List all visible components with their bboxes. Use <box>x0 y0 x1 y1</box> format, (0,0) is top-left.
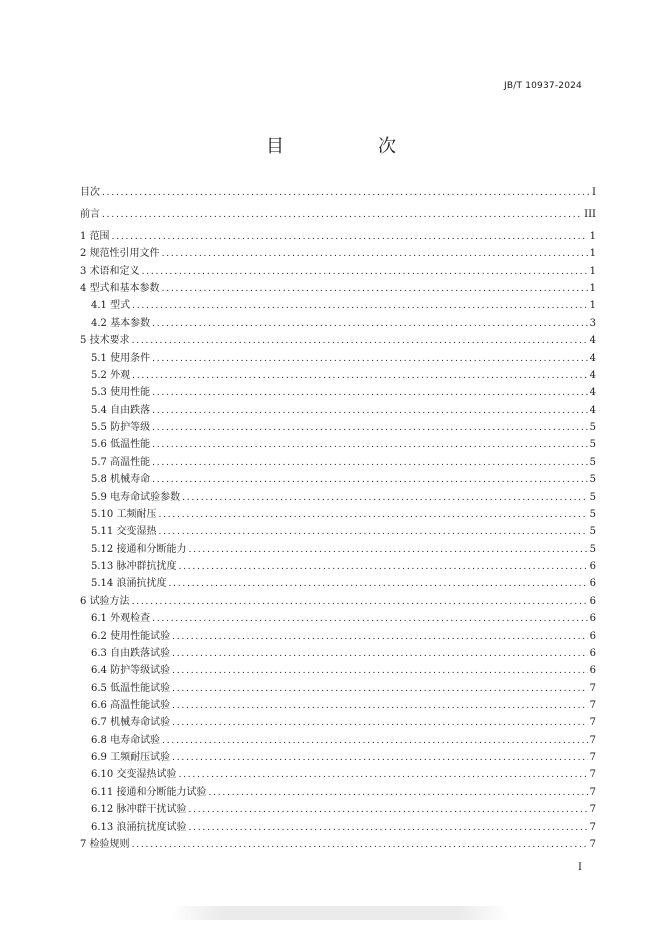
toc-dot-leader <box>162 733 588 749</box>
toc-entry[interactable] <box>91 524 596 540</box>
toc-entry-number: 6.9 <box>91 752 107 763</box>
toc-entry[interactable] <box>91 820 596 836</box>
toc-entry-number: 4.1 <box>91 300 107 311</box>
toc-dot-leader <box>162 281 588 297</box>
toc-entry-label: 低温性能 <box>110 439 151 450</box>
toc-dot-leader <box>142 264 588 280</box>
toc-entry-page: 6 <box>589 665 596 676</box>
toc-entry[interactable] <box>91 681 596 697</box>
toc-dot-leader <box>188 542 587 558</box>
toc-entry-page: III <box>584 209 596 220</box>
toc-entry-page: 5 <box>589 474 596 485</box>
toc-dot-leader <box>132 594 588 610</box>
toc-entry-label: 范围 <box>89 231 110 242</box>
toc-entry-number: 6.6 <box>91 700 107 711</box>
toc-entry[interactable] <box>80 333 596 349</box>
toc-dot-leader <box>158 524 587 540</box>
toc-entry[interactable] <box>80 246 596 262</box>
toc-entry-number: 5.11 <box>91 526 114 537</box>
toc-entry-number: 6.2 <box>91 631 107 642</box>
toc-entry[interactable] <box>91 455 596 471</box>
toc-entry-page: I <box>592 187 596 198</box>
toc-entry-label: 外观检查 <box>110 613 151 624</box>
toc-entry[interactable] <box>91 698 596 714</box>
toc-entry[interactable] <box>80 229 596 245</box>
toc-entry-number: 6.8 <box>91 735 107 746</box>
toc-entry-page: 7 <box>589 683 596 694</box>
toc-entry-label: 脉冲群干扰试验 <box>116 804 187 815</box>
toc-entry-page: 4 <box>589 335 596 346</box>
toc-entry[interactable] <box>91 559 596 575</box>
toc-entry-number: 6.12 <box>91 804 114 815</box>
toc-entry[interactable] <box>91 629 596 645</box>
toc-entry-label: 使用条件 <box>110 353 151 364</box>
toc-entry[interactable] <box>91 490 596 506</box>
toc-entry[interactable] <box>91 785 596 801</box>
toc-entry-label: 术语和定义 <box>89 266 140 277</box>
toc-entry-page: 5 <box>589 492 596 503</box>
toc-entry-page: 4 <box>589 405 596 416</box>
toc-entry[interactable] <box>91 403 596 419</box>
toc-entry-label: 脉冲群抗扰度 <box>116 561 177 572</box>
toc-entry-number: 5.2 <box>91 370 107 381</box>
toc-entry[interactable] <box>80 185 596 201</box>
page-title: 目 次 <box>266 136 434 157</box>
toc-entry-number: 5 <box>80 335 87 346</box>
toc-entry-label: 浪涌抗扰度 <box>116 578 167 589</box>
toc-entry-number: 5.13 <box>91 561 114 572</box>
toc-entry[interactable] <box>91 646 596 662</box>
toc-entry[interactable] <box>91 802 596 818</box>
toc-dot-leader <box>152 437 588 453</box>
toc-dot-leader <box>132 837 588 853</box>
toc-entry-number: 5.3 <box>91 387 107 398</box>
toc-dot-leader <box>152 403 588 419</box>
toc-dot-leader <box>172 750 588 766</box>
footer-page-number: I <box>578 862 582 873</box>
toc-entry-number: 5.10 <box>91 509 114 520</box>
toc-entry-number: 6.13 <box>91 822 114 833</box>
toc-entry-page: 7 <box>589 717 596 728</box>
toc-entry-label: 低温性能试验 <box>110 683 171 694</box>
toc-entry-page: 1 <box>589 300 596 311</box>
toc-dot-leader <box>152 455 588 471</box>
toc-entry-page: 5 <box>589 509 596 520</box>
toc-dot-leader <box>152 472 588 488</box>
toc-entry-page: 5 <box>589 439 596 450</box>
toc-dot-leader <box>158 507 587 523</box>
toc-dot-leader <box>112 229 588 245</box>
toc-dot-leader <box>152 420 588 436</box>
toc-entry-page: 7 <box>589 804 596 815</box>
toc-entry[interactable] <box>91 767 596 783</box>
toc-entry[interactable] <box>80 837 596 853</box>
toc-entry-label: 外观 <box>110 370 131 381</box>
toc-entry-page: 7 <box>589 769 596 780</box>
toc-entry-number: 1 <box>80 231 87 242</box>
toc-entry-label: 规范性引用文件 <box>89 248 160 259</box>
toc-dot-leader <box>152 611 588 627</box>
toc-dot-leader <box>172 663 588 679</box>
toc-entry[interactable] <box>91 611 596 627</box>
toc-entry-label: 浪涌抗扰度试验 <box>116 822 187 833</box>
toc-entry-page: 6 <box>589 631 596 642</box>
toc-entry-page: 1 <box>589 248 596 259</box>
toc-entry-page: 1 <box>589 231 596 242</box>
toc-entry-label: 电寿命试验 <box>110 735 161 746</box>
toc-entry[interactable] <box>91 472 596 488</box>
toc-dot-leader <box>152 316 588 332</box>
toc-entry-number: 6.3 <box>91 648 107 659</box>
toc-entry-number: 5.7 <box>91 457 107 468</box>
toc-entry-number: 7 <box>80 839 87 850</box>
toc-entry-label: 技术要求 <box>89 335 130 346</box>
toc-entry-label: 高温性能试验 <box>110 700 171 711</box>
toc-entry-page: 5 <box>589 422 596 433</box>
toc-entry-label: 电寿命试验参数 <box>110 492 181 503</box>
toc-entry-page: 5 <box>589 544 596 555</box>
toc-entry-number: 6.7 <box>91 717 107 728</box>
toc-entry[interactable] <box>91 663 596 679</box>
toc-entry-number: 6.5 <box>91 683 107 694</box>
toc-dot-leader <box>172 698 588 714</box>
toc-entry[interactable] <box>91 316 596 332</box>
toc-entry[interactable] <box>91 715 596 731</box>
toc-entry-number: 5.12 <box>91 544 114 555</box>
toc-entry[interactable] <box>91 733 596 749</box>
toc-entry-label: 基本参数 <box>110 318 151 329</box>
toc-entry-label: 使用性能 <box>110 387 151 398</box>
toc-dot-leader <box>152 351 588 367</box>
toc-entry-page: 7 <box>589 752 596 763</box>
toc-entry-label: 使用性能试验 <box>110 631 171 642</box>
toc-entry[interactable] <box>91 298 596 314</box>
toc-entry-page: 5 <box>589 526 596 537</box>
toc-dot-leader <box>172 629 588 645</box>
toc-entry-number: 6.10 <box>91 769 114 780</box>
toc-entry-label: 型式和基本参数 <box>89 283 160 294</box>
toc-entry-label: 防护等级 <box>110 422 151 433</box>
toc-dot-leader <box>102 207 582 223</box>
toc-dot-leader <box>178 559 587 575</box>
toc-entry-label: 前言 <box>80 209 100 220</box>
toc-entry-number: 6 <box>80 596 87 607</box>
toc-dot-leader <box>208 785 587 801</box>
toc-dot-leader <box>182 490 588 506</box>
toc-entry-page: 6 <box>589 578 596 589</box>
toc-dot-leader <box>152 385 588 401</box>
toc-entry-number: 5.8 <box>91 474 107 485</box>
toc-entry[interactable] <box>91 420 596 436</box>
toc-dot-leader <box>132 298 588 314</box>
toc-entry[interactable] <box>91 507 596 523</box>
toc-entry-page: 1 <box>589 266 596 277</box>
toc-entry-label: 接通和分断能力 <box>116 544 187 555</box>
toc-entry[interactable] <box>80 594 596 610</box>
toc-entry[interactable] <box>91 542 596 558</box>
toc-entry-label: 试验方法 <box>89 596 130 607</box>
toc-entry-number: 6.1 <box>91 613 107 624</box>
toc-entry[interactable] <box>80 281 596 297</box>
toc-entry-page: 7 <box>589 839 596 850</box>
toc-entry-number: 5.14 <box>91 578 114 589</box>
toc-entry-page: 7 <box>589 700 596 711</box>
toc-entry-page: 6 <box>589 596 596 607</box>
toc-entry[interactable] <box>91 750 596 766</box>
toc-entry-page: 4 <box>589 370 596 381</box>
toc-entry[interactable] <box>91 576 596 592</box>
toc-entry-page: 6 <box>589 648 596 659</box>
toc-entry-label: 工频耐压 <box>116 509 157 520</box>
toc-entry-page: 5 <box>589 457 596 468</box>
toc-dot-leader <box>172 646 588 662</box>
toc-entry-label: 工频耐压试验 <box>110 752 171 763</box>
watermark-band <box>170 906 510 920</box>
toc-entry-page: 4 <box>589 387 596 398</box>
toc-dot-leader <box>162 246 588 262</box>
toc-dot-leader <box>188 802 587 818</box>
toc-entry[interactable] <box>80 264 596 280</box>
toc-entry[interactable] <box>91 368 596 384</box>
toc-entry-label: 交变湿热 <box>116 526 157 537</box>
toc-entry-page: 4 <box>589 353 596 364</box>
toc-entry[interactable] <box>80 207 596 223</box>
toc-dot-leader <box>172 681 588 697</box>
toc-dot-leader <box>172 715 588 731</box>
toc-entry-page: 1 <box>589 283 596 294</box>
standard-code: JB/T 10937-2024 <box>503 81 582 91</box>
toc-entry-number: 3 <box>80 266 87 277</box>
toc-dot-leader <box>132 333 588 349</box>
toc-entry-label: 防护等级试验 <box>110 665 171 676</box>
toc-entry-number: 5.4 <box>91 405 107 416</box>
toc-entry-label: 高温性能 <box>110 457 151 468</box>
toc-entry[interactable] <box>91 351 596 367</box>
toc-entry-page: 3 <box>589 318 596 329</box>
toc-entry-number: 2 <box>80 248 87 259</box>
toc-dot-leader <box>102 185 590 201</box>
toc-entry-page: 7 <box>589 822 596 833</box>
toc-entry-page: 7 <box>589 787 596 798</box>
toc-entry-label: 型式 <box>110 300 131 311</box>
toc-dot-leader <box>188 820 587 836</box>
toc-entry-label: 接通和分断能力试验 <box>116 787 207 798</box>
toc-entry-label: 交变湿热试验 <box>116 769 177 780</box>
toc-entry-label: 自由跌落 <box>110 405 151 416</box>
toc-entry-number: 5.1 <box>91 353 107 364</box>
toc-entry-page: 6 <box>589 561 596 572</box>
toc-entry-number: 5.9 <box>91 492 107 503</box>
toc-dot-leader <box>178 767 587 783</box>
toc-entry-number: 6.11 <box>91 787 114 798</box>
toc-dot-leader <box>168 576 587 592</box>
toc-entry-number: 4.2 <box>91 318 107 329</box>
toc-dot-leader <box>132 368 588 384</box>
toc-entry-label: 目次 <box>80 187 100 198</box>
toc-entry-page: 6 <box>589 613 596 624</box>
toc-entry-label: 自由跌落试验 <box>110 648 171 659</box>
toc-entry[interactable] <box>91 385 596 401</box>
toc-entry-number: 6.4 <box>91 665 107 676</box>
toc-entry-number: 5.5 <box>91 422 107 433</box>
toc-entry[interactable] <box>91 437 596 453</box>
toc-entry-number: 4 <box>80 283 87 294</box>
toc-entry-label: 机械寿命试验 <box>110 717 171 728</box>
toc-entry-page: 7 <box>589 735 596 746</box>
toc-entry-label: 检验规则 <box>89 839 130 850</box>
toc-entry-number: 5.6 <box>91 439 107 450</box>
toc-entry-label: 机械寿命 <box>110 474 151 485</box>
